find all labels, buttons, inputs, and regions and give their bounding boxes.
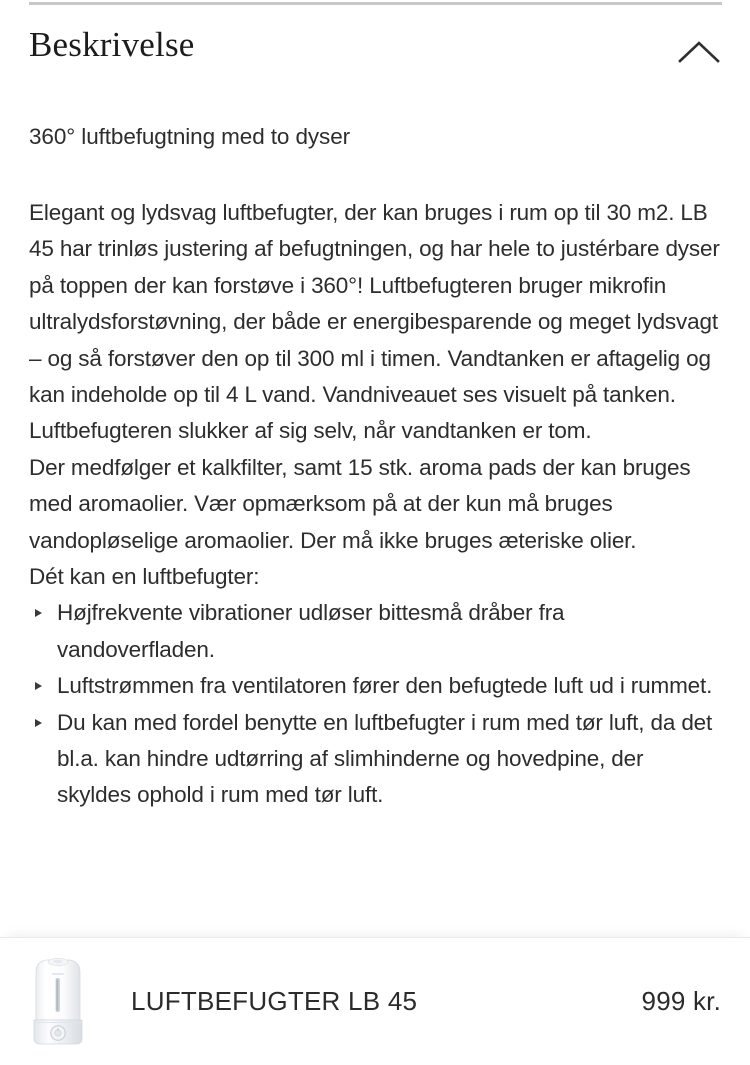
bullet-icon xyxy=(35,719,42,727)
list-item-label: Luftstrømmen fra ventilatoren fører den befugtede luft ud i rummet. xyxy=(57,673,713,699)
description-section-header[interactable] xyxy=(29,5,721,73)
list-item-label: Højfrekvente vibrationer udløser bittesmå dråber fra vandoverfladen. xyxy=(57,600,565,662)
bullet-icon xyxy=(35,682,42,690)
product-thumbnail[interactable] xyxy=(26,954,90,1050)
page-title: Beskrivelse xyxy=(29,25,195,64)
product-price: 999 kr. xyxy=(641,985,721,1016)
description-paragraph: Der medfølger et kalkfilter, samt 15 stk. aroma pads der kan bruges med aromaolier. Vær opmærksom på at der kun må bruges vandopløselige aromaolier. Der må ikke bruges æteriske olier. xyxy=(29,454,691,553)
description-lede: 360° luftbefugtning med to dyser xyxy=(29,124,351,149)
description-panel[interactable] xyxy=(0,5,750,938)
collapse-section-button[interactable] xyxy=(673,31,725,73)
bullet-icon xyxy=(35,609,42,617)
chevron-up-icon xyxy=(677,39,721,65)
humidifier-product-image-icon xyxy=(26,954,90,1050)
description-paragraph: Elegant og lydsvag luftbefugter, der kan bruges i rum op til 30 m2. LB 45 har trinløs justering af befugtningen, og har hele to justérbare dyser på toppen der kan forstøve i 360°! Luftbefugteren bruger mikrofin ultralydsforstøvning, der både er energibesparende og meget lydsvagt – og så forstøver den op til 300 ml i timen. Vandtanken er aftagelig og kan indeholde op til 4 L vand. Vandniveauet ses visuelt på tanken. Luftbefugteren slukker af sig selv, når vandtanken er tom. xyxy=(29,199,720,444)
description-body xyxy=(29,195,721,595)
list-item xyxy=(29,705,721,814)
sticky-product-bar[interactable] xyxy=(0,938,750,1065)
product-title[interactable]: LUFTBEFUGTER LB 45 xyxy=(131,985,418,1016)
list-item xyxy=(29,668,721,704)
feature-list-lead: Dét kan en luftbefugter: xyxy=(29,564,260,589)
feature-list xyxy=(29,595,721,813)
list-item xyxy=(29,595,721,668)
list-item-label: Du kan med fordel benytte en luftbefugter i rum med tør luft, da det bl.a. kan hindre udtørring af slimhinderne og hovedpine, der skyldes ophold i rum med tør luft. xyxy=(57,709,713,808)
